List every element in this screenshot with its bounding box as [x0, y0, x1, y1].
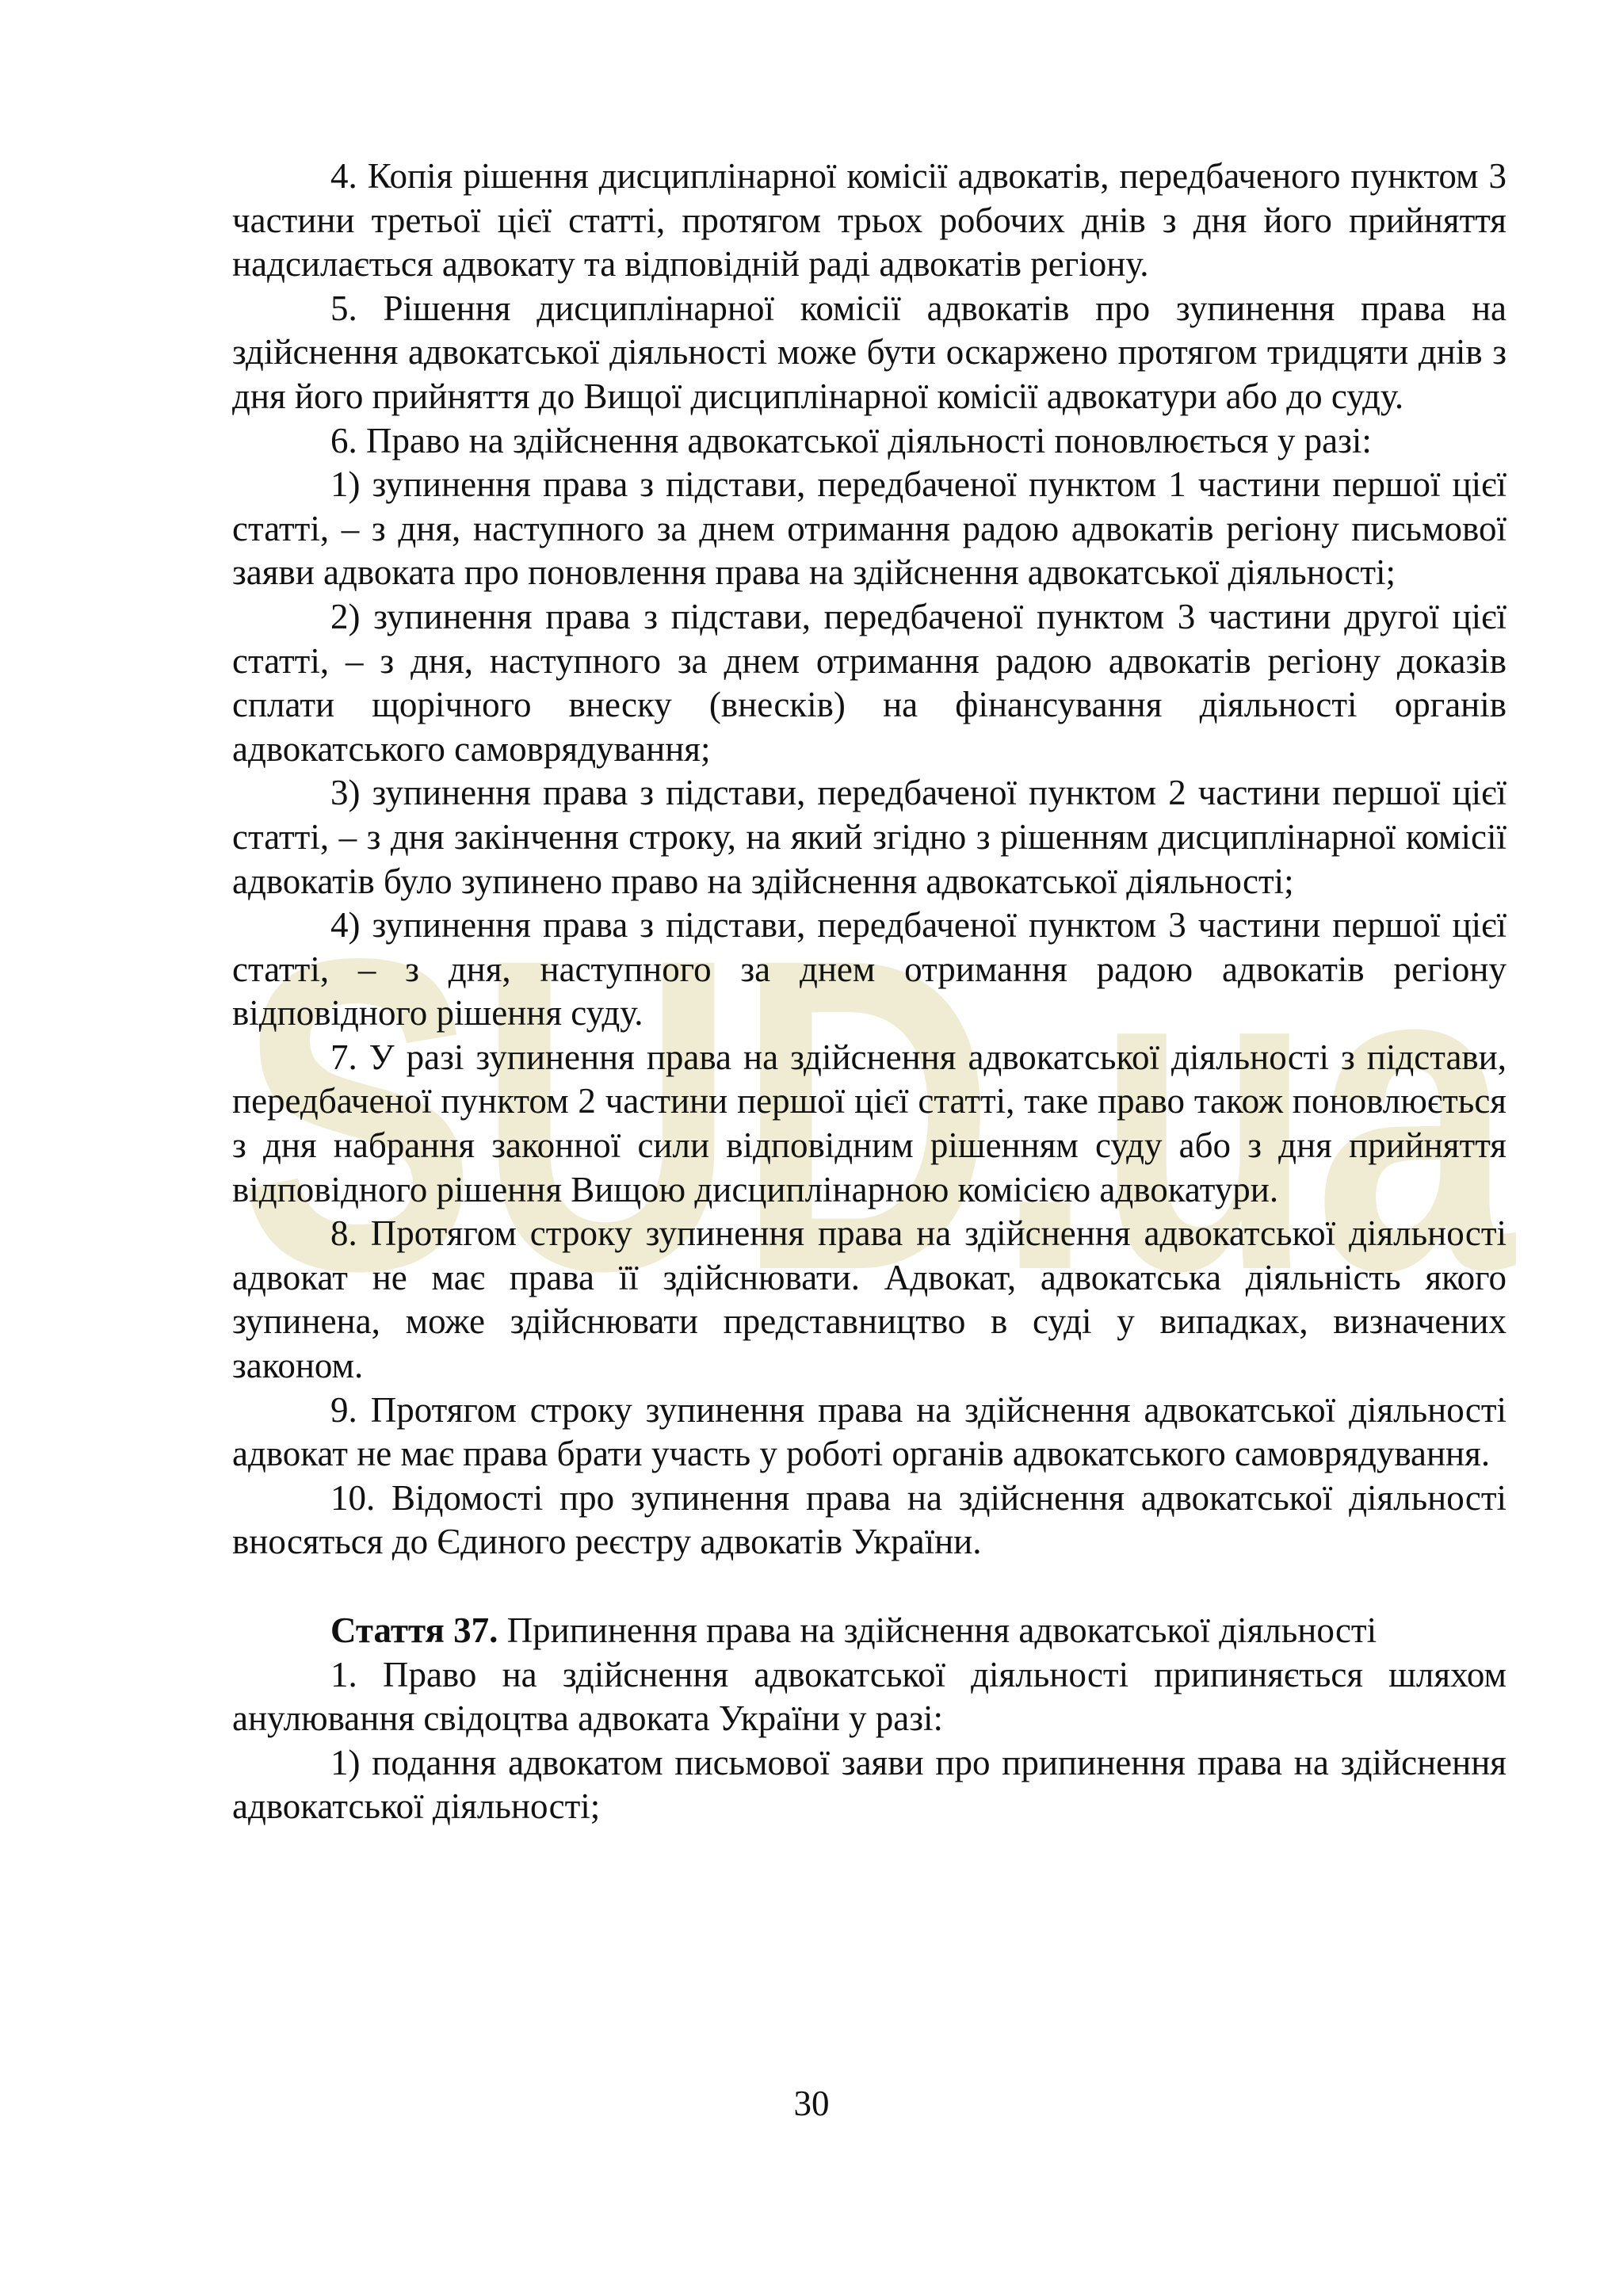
paragraph-6: 6. Право на здійснення адвокатської діяльності поновлюється у разі: [330, 420, 1372, 460]
svg-text:SUD.ua: SUD.ua [238, 896, 1516, 1339]
paragraph-8: 8. Протягом строку зупинення права на здійснення адвокатської діяльності адвокат не має права її здійснювати. Адвокат, адвокатська діяльність якого зупинена, може здійснювати представництво в суді у випадках, визначених законом. [232, 1213, 1507, 1386]
paragraph-6-item-1: 1) зупинення права з підстави, передбаченої пунктом 1 частини першої цієї статті, – з дня, наступного за днем отримання радою адвокатів регіону письмової заяви адвоката про поновлення права на здійснення адвокатської діяльності; [232, 464, 1507, 593]
paragraph-6-item-4: 4) зупинення права з підстави, передбаченої пунктом 3 частини першої цієї статті, – з дня, наступного за днем отримання радою адвокатів регіону відповідного рішення суду. [232, 905, 1507, 1033]
paragraph-7: 7. У разі зупинення права на здійснення адвокатської діяльності з підстави, передбаченої пунктом 2 частини першої цієї статті, таке право також поновлюється з дня набрання законної сили відповідним рішенням суду або з дня прийняття відповідного рішення Вищою дисциплінарною комісією адвокатури. [232, 1037, 1507, 1209]
paragraph-9: 9. Протягом строку зупинення права на здійснення адвокатської діяльності адвокат не має права брати участь у роботі органів адвокатського самоврядування. [232, 1389, 1507, 1474]
paragraph-10: 10. Відомості про зупинення права на здійснення адвокатської діяльності вносяться до Єдиного реєстру адвокатів України. [232, 1477, 1507, 1562]
paragraph-6-item-3: 3) зупинення права з підстави, передбаченої пунктом 2 частини першої цієї статті, – з дня закінчення строку, на який згідно з рішенням дисциплінарної комісії адвокатів було зупинено право на здійснення адвокатської діяльності; [232, 773, 1507, 901]
article-heading [232, 1609, 1507, 1653]
article-37-item-1: 1) подання адвокатом письмової заяви про припинення права на здійснення адвокатської діяльності; [232, 1742, 1507, 1827]
document-body [232, 155, 1507, 1829]
article-37-paragraph-1: 1. Право на здійснення адвокатської діяльності припиняється шляхом анулювання свідоцтва адвоката України у разі: [232, 1654, 1507, 1739]
paragraph-6-item-2: 2) зупинення права з підстави, передбаченої пунктом 3 частини другої цієї статті, – з дня, наступного за днем отримання радою адвокатів регіону доказів сплати щорічного внеску (внесків) на фінансування діяльності органів адвокатського самоврядування; [232, 596, 1507, 769]
page-number: 30 [793, 2084, 830, 2123]
paragraph-5: 5. Рішення дисциплінарної комісії адвокатів про зупинення права на здійснення адвокатської діяльності може бути оскаржено протягом тридцяти днів з дня його прийняття до Вищої дисциплінарної комісії адвокатури або до суду. [232, 288, 1507, 416]
paragraph-4: 4. Копія рішення дисциплінарної комісії адвокатів, передбаченого пунктом 3 частини третьої цієї статті, протягом трьох робочих днів з дня його прийняття надсилається адвокату та відповідній раді адвокатів регіону. [232, 156, 1507, 285]
article-title: Припинення права на здійснення адвокатської діяльності [498, 1610, 1377, 1650]
article-label: Стаття 37. [330, 1610, 498, 1650]
